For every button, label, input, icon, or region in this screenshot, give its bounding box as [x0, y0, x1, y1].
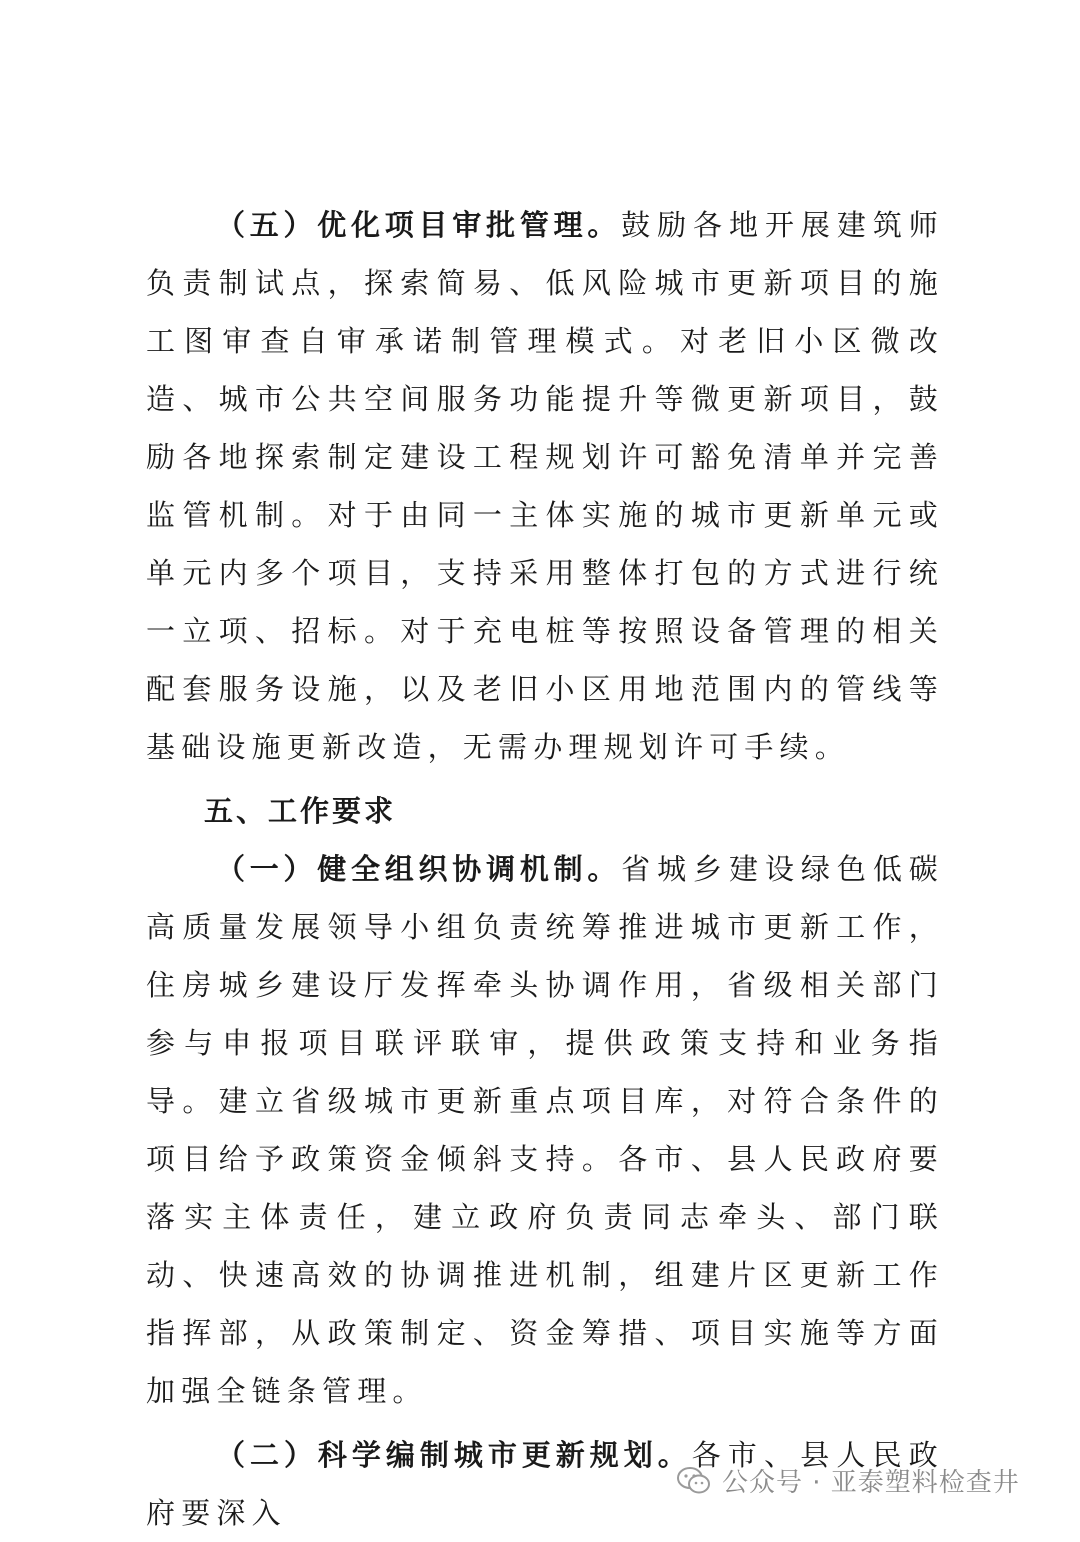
paragraph-text: 省城乡建设绿色低碳高质量发展领导小组负责统筹推进城市更新工作，住房城乡建设厅发挥牵头协调作用，省级相关部门参与申报项目联评联审，提供政策支持和业务指导。建立省级城市更新重点项目库，对符合条件的项目给予政策资金倾斜支持。各市、县人民政府要落实主体责任，建立政府负责同志牵头、部门联动、快速高效的协调推进机制，组建片区更新工作指挥部，从政策制定、资金筹措、项目实施等方面加强全链条管理。 [146, 852, 944, 1408]
document-body [146, 196, 944, 1542]
paragraph-lead: （一）健全组织协调机制。 [216, 852, 622, 886]
paragraph-text: 各市、县人民政府要深入 [146, 1438, 944, 1530]
paragraph-organization-mechanism [146, 840, 944, 1420]
paragraph-lead: （二）科学编制城市更新规划。 [216, 1438, 692, 1472]
watermark-text: 公众号 · 亚泰塑料检查井 [722, 1468, 1020, 1498]
section-heading-work-requirements: 五、工作要求 [204, 794, 397, 828]
watermark [676, 1462, 1020, 1499]
paragraph-text: 鼓励各地开展建筑师负责制试点，探索简易、低风险城市更新项目的施工图审查自审承诺制管理模式。对老旧小区微改造、城市公共空间服务功能提升等微更新项目，鼓励各地探索制定建设工程规划许可豁免清单并完善监管机制。对于由同一主体实施的城市更新单元或单元内多个项目，支持采用整体打包的方式进行统一立项、招标。对于充电桩等按照设备管理的相关配套服务设施，以及老旧小区用地范围内的管线等基础设施更新改造，无需办理规划许可手续。 [146, 208, 944, 764]
paragraph-optimize-approval [146, 196, 944, 776]
paragraph-lead: （五）优化项目审批管理。 [216, 208, 622, 242]
wechat-icon [676, 1466, 712, 1496]
